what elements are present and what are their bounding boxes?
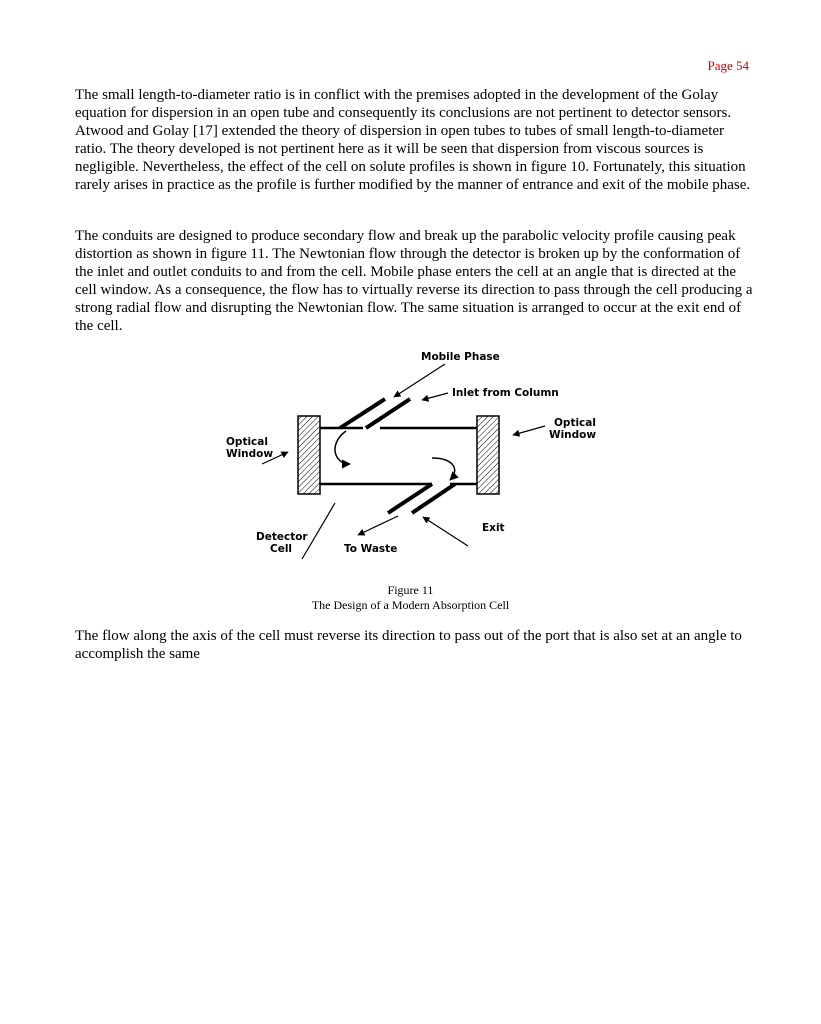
- label-to-waste: To Waste: [344, 543, 398, 555]
- optical-window-right: [477, 416, 499, 494]
- page-number: Page 54: [707, 58, 749, 73]
- label-mobile-phase: Mobile Phase: [421, 351, 500, 363]
- figure-caption-title: The Design of a Modern Absorption Cell: [311, 598, 510, 612]
- label-detector-cell-1: Detector: [256, 531, 308, 543]
- label-optical-window-right-1: Optical: [554, 417, 596, 429]
- paragraph-dispersion-theory: The small length-to-diameter ratio is in conflict with the premises adopted in the development of the Golay equation for dispersion in an open tube and consequently its conclusions are not pertinent to detector sensors. Atwood and Golay [17] extended the theory of dispersion in open tubes to tubes of small length-to-diameter ratio. The theory developed is not pertinent here as it will be seen that dispersion from viscous sources is negligible. Nevertheless, the effect of the cell on solute profiles is shown in figure 10. Fortunately, this situation rarely arises in practice as the profile is further modified by the manner of entrance and exit of the mobile phase.: [75, 87, 751, 193]
- exit-conduit: [388, 484, 455, 513]
- inlet-flow-arrow: [335, 431, 350, 464]
- label-inlet-from-column: Inlet from Column: [452, 387, 559, 399]
- figure-caption-number: Figure 11: [387, 583, 434, 597]
- exit-flow-arrow: [432, 458, 455, 480]
- label-detector-cell-2: Cell: [270, 543, 293, 555]
- label-optical-window-right-2: Window: [549, 429, 597, 441]
- absorption-cell-figure: [200, 342, 630, 572]
- paragraph-axial-flow: The flow along the axis of the cell must reverse its direction to pass out of the port that is also set at an angle to accomplish the same: [75, 628, 742, 662]
- inlet-conduit: [340, 399, 410, 428]
- label-optical-window-left-1: Optical: [226, 436, 268, 448]
- paragraph-conduit-design: The conduits are designed to produce secondary flow and break up the parabolic velocity profile causing peak distortion as shown in figure 11. The Newtonian flow through the detector is broken up by the conformation of the inlet and outlet conduits to and from the cell. Mobile phase enters the cell at an angle that is directed at the cell window. As a consequence, the flow has to virtually reverse its direction to pass through the cell producing a strong radial flow and disrupting the Newtonian flow. The same situation is arranged to occur at the exit end of the cell.: [75, 228, 753, 334]
- optical-window-left: [298, 416, 320, 494]
- label-optical-window-left-2: Window: [226, 448, 274, 460]
- label-exit: Exit: [482, 522, 505, 534]
